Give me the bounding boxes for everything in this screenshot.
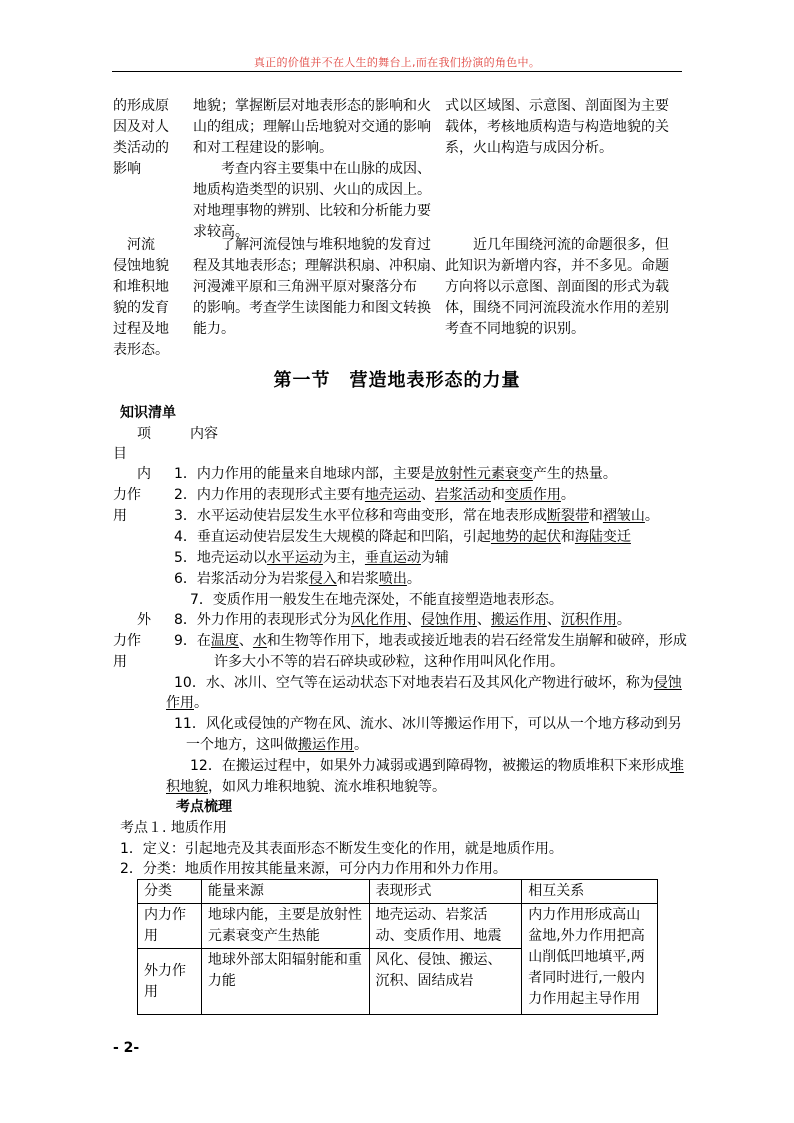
col-item-a: 项 (137, 426, 151, 442)
top-row-1-analysis (445, 96, 669, 159)
text-line: 侵蚀地貌 (113, 258, 169, 274)
page-number: - 2- (113, 1040, 140, 1056)
geology-summary-table (137, 879, 658, 1015)
knowledge-line-11-cont: 一个地方，这叫做搬运作用。 (186, 737, 368, 753)
top-row-1-requirement (193, 96, 431, 243)
text-line: 因及对人 (113, 119, 169, 135)
text-line: 貌的发育 (113, 300, 169, 316)
text-line: 河流 (113, 237, 155, 253)
review-classification: 2．分类：地质作用按其能量来源，可分内力作用和外力作用。 (120, 861, 507, 877)
table-header-cell: 表现形式 (369, 880, 522, 904)
table-cell-form: 风化、侵蚀、搬运、沉积、固结成岩 (369, 949, 522, 1015)
text-line: 了解河流侵蚀与堆积地貌的发育过 (193, 237, 431, 253)
text-line: 体，围绕不同河流段流水作用的差别 (445, 300, 669, 316)
text-line: 考查内容主要集中在山脉的成因、 (193, 161, 431, 177)
text-line: 的影响。考查学生读图能力和图文转换 (193, 300, 431, 316)
external-label-b: 力作 (113, 633, 141, 649)
table-header-cell: 相互关系 (522, 880, 658, 904)
external-label-c: 用 (113, 654, 127, 670)
knowledge-line-12-cont: 积地貌，如风力堆积地貌、流水堆积地貌等。 (166, 779, 446, 795)
text-line: 方向将以示意图、剖面图的形式为载 (445, 279, 669, 295)
knowledge-line-7: 7．变质作用一般发生在地壳深处，不能直接塑造地表形态。 (190, 592, 563, 608)
text-line: 和对工程建设的影响。 (193, 140, 333, 156)
top-row-2-analysis (445, 235, 669, 340)
text-line: 此知识为新增内容，并不多见。命题 (445, 258, 669, 274)
knowledge-line-3: 3．水平运动使岩层发生水平位移和弯曲变形，常在地表形成断裂带和褶皱山。 (174, 508, 659, 524)
knowledge-line-12: 12．在搬运过程中，如果外力减弱或遇到障碍物，被搬运的物质堆积下来形成堆 (190, 758, 684, 774)
header-rule (112, 71, 682, 72)
text-line: 近几年围绕河流的命题很多，但 (445, 237, 669, 253)
knowledge-line-1: 1．内力作用的能量来自地球内部，主要是放射性元素衰变产生的热量。 (174, 466, 617, 482)
internal-label-a: 内 (137, 466, 151, 482)
text-line: 载体，考核地质构造与构造地貌的关 (445, 119, 669, 135)
knowledge-line-11: 11．风化或侵蚀的产物在风、流水、冰川等搬运作用下，可以从一个地方移动到另 (174, 716, 682, 732)
table-header-row (138, 880, 658, 904)
section-title: 第一节 营造地表形态的力量 (273, 370, 521, 391)
table-header-cell: 能量来源 (201, 880, 369, 904)
knowledge-line-4: 4．垂直运动使岩层发生大规模的降起和凹陷，引起地势的起伏和海陆变迁 (174, 529, 631, 545)
review-heading: 考点梳理 (176, 799, 232, 815)
text-line: 程及其地表形态；理解洪积扇、冲积扇、 (193, 258, 445, 274)
review-point: 考点１. 地质作用 (120, 820, 227, 836)
knowledge-heading: 知识清单 (120, 405, 176, 421)
text-line: 影响 (113, 161, 141, 177)
external-label-a: 外 (137, 612, 151, 628)
header-motto: 真正的价值并不在人生的舞台上,而在我们扮演的角色中。 (253, 56, 541, 69)
col-item-b: 目 (113, 446, 127, 462)
top-row-1-topic (113, 96, 169, 180)
table-cell-name: 内力作用 (138, 904, 202, 949)
knowledge-line-2: 2．内力作用的表现形式主要有地壳运动、岩浆活动和变质作用。 (174, 487, 575, 503)
table-cell-name: 外力作用 (138, 949, 202, 1015)
knowledge-line-10: 10．水、冰川、空气等在运动状态下对地表岩石及其风化产物进行破坏，称为侵蚀 (174, 675, 682, 691)
knowledge-line-9-cont: 许多大小不等的岩石碎块或砂粒，这种作用叫风化作用。 (214, 654, 564, 670)
knowledge-line-10-cont: 作用。 (166, 695, 208, 711)
table-cell-relation: 内力作用形成高山盆地,外力作用把高山削低凹地填平,两者同时进行,一般内力作用起主导作用 (522, 904, 658, 1015)
text-line: 的形成原 (113, 98, 169, 114)
top-row-2-requirement (193, 235, 445, 340)
text-line: 能力。 (193, 321, 235, 337)
table-cell-energy: 地球外部太阳辐射能和重力能 (201, 949, 369, 1015)
col-content: 内容 (190, 426, 218, 442)
internal-label-b: 力作 (113, 487, 141, 503)
knowledge-line-5: 5．地壳运动以水平运动为主，垂直运动为辅 (174, 550, 449, 566)
text-line: 对地理事物的辨别、比较和分析能力要 (193, 203, 431, 219)
text-line: 和堆积地 (113, 279, 169, 295)
review-definition: 1．定义：引起地壳及其表面形态不断发生变化的作用，就是地质作用。 (120, 841, 563, 857)
text-line: 过程及地 (113, 321, 169, 337)
top-row-2-topic (113, 235, 169, 361)
knowledge-line-9: 9．在温度、水和生物等作用下，地表或接近地表的岩石经常发生崩解和破碎，形成 (174, 633, 687, 649)
text-line: 表形态。 (113, 342, 169, 358)
table-cell-form: 地壳运动、岩浆活动、变质作用、地震 (369, 904, 522, 949)
text-line: 地质构造类型的识别、火山的成因上。 (193, 182, 431, 198)
table-cell-energy: 地球内能，主要是放射性元素衰变产生热能 (201, 904, 369, 949)
text-line: 考查不同地貌的识别。 (445, 321, 585, 337)
internal-label-c: 用 (113, 508, 127, 524)
text-line: 山的组成；理解山岳地貌对交通的影响 (193, 119, 431, 135)
text-line: 河漫滩平原和三角洲平原对聚落分布 (193, 279, 417, 295)
knowledge-line-8: 8．外力作用的表现形式分为风化作用、侵蚀作用、搬运作用、沉积作用。 (174, 612, 631, 628)
text-line: 式以区域图、示意图、剖面图为主要 (445, 98, 669, 114)
knowledge-line-6: 6．岩浆活动分为岩浆侵入和岩浆喷出。 (174, 571, 421, 587)
text-line: 地貌；掌握断层对地表形态的影响和火 (193, 98, 431, 114)
table-header-cell: 分类 (138, 880, 202, 904)
text-line: 系，火山构造与成因分析。 (445, 140, 613, 156)
text-line: 求较高。 (193, 224, 249, 240)
table-row (138, 904, 658, 949)
text-line: 类活动的 (113, 140, 169, 156)
